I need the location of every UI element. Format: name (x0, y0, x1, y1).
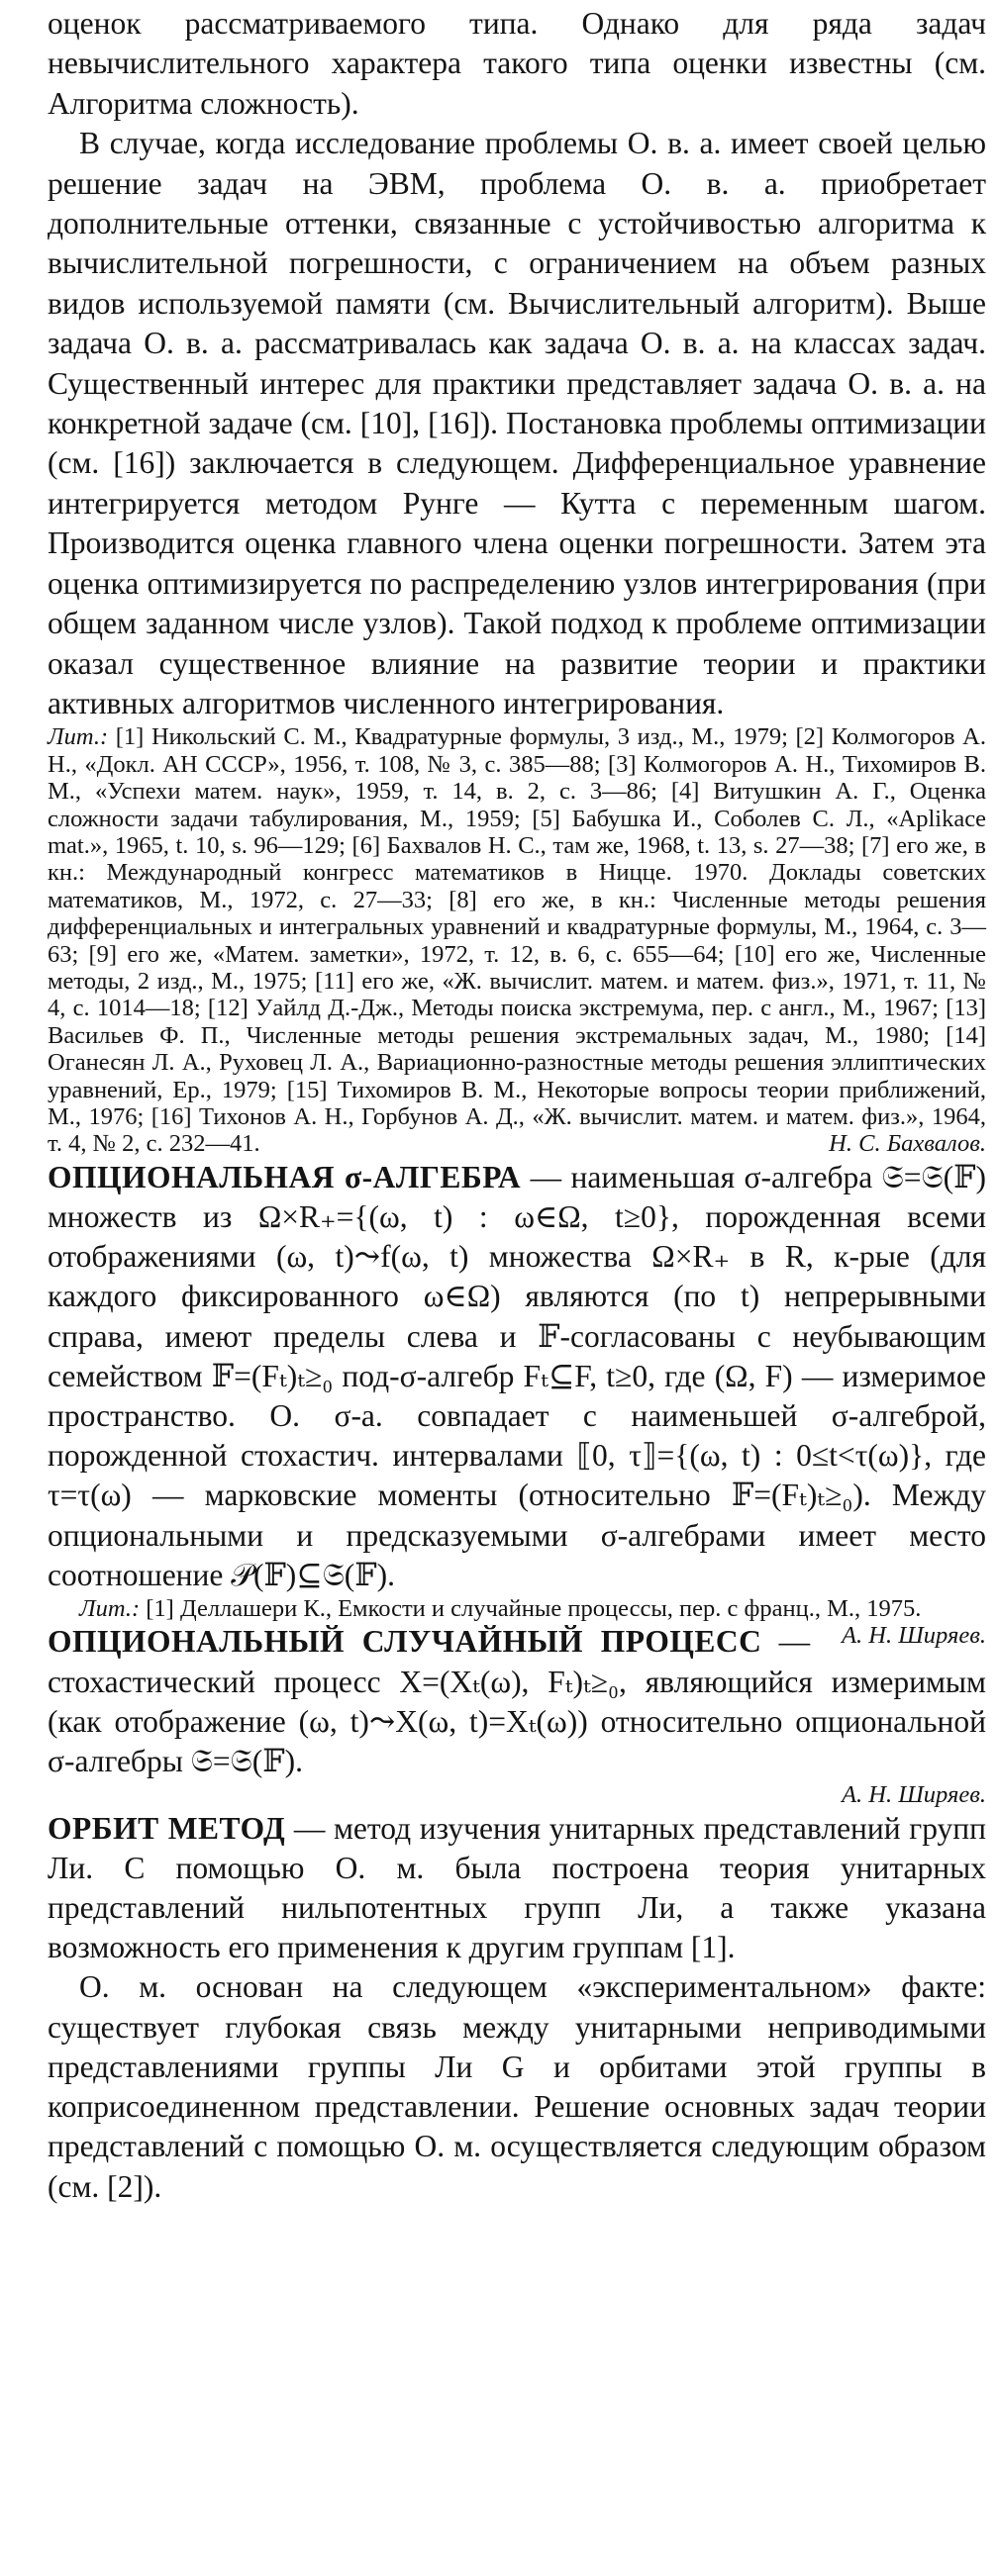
article-term: ОПЦИОНАЛЬНАЯ σ-АЛГЕБРА (48, 1159, 522, 1194)
author-line (48, 1781, 986, 1808)
article-text: — наименьшая σ-алгебра 𝔖=𝔖(𝔽) множеств из Ω×R₊={(ω, t) : ω∈Ω, t≥0}, порожденная всеми отображениями (ω, t)⤳f(ω, t) множества Ω×R₊ в R, к-рые (для каждого фиксированного ω∈Ω) являются (по t) непрерывными справа, имеют пределы слева и 𝔽-согласованы с неубывающим семейством 𝔽=(Fₜ)ₜ≥₀ под-σ-алгебр Fₜ⊆F, t≥0, где (Ω, F) — измеримое пространство. О. σ-а. совпадает с наименьшей σ-алгеброй, порожденной стохастич. интервалами ⟦0, τ⟧={(ω, t) : 0≤t<τ(ω)}, где τ=τ(ω) — марковские моменты (относительно 𝔽=(Fₜ)ₜ≥₀). Между опциональными и предсказуемыми σ-алгебрами имеет место соотношение 𝒫(𝔽)⊆𝔖(𝔽). (48, 1159, 986, 1592)
author-signature: А. Н. Ширяев. (842, 1781, 986, 1809)
references-1 (48, 723, 986, 1158)
references-text: [1] Деллашери К., Емкости и случайные процессы, пер. с франц., М., 1975. (140, 1595, 922, 1623)
article-term: ОПЦИОНАЛЬНЫЙ СЛУЧАЙНЫЙ ПРОЦЕСС (48, 1624, 762, 1660)
article-orbit-method-paragraph-2: О. м. основан на следующем «экспериментальном» факте: существует глубокая связь между унитарными неприводимыми представлениями группы Ли G и орбитами этой группы в коприсоединенном представлении. Решение основных задач теории представлений с помощью О. м. осуществляется следующим образом (см. [2]). (48, 1969, 986, 2204)
article-term: ОРБИТ МЕТОД (48, 1810, 286, 1846)
references-label: Лит.: (79, 1595, 141, 1623)
article-text: — метод изучения унитарных представлений групп Ли. С помощью О. м. была построена теория унитарных представлений нильпотентных групп Ли, а также указана возможность его применения к другим группам [1]. (48, 1810, 986, 1965)
article-optional-sigma-algebra (48, 1158, 986, 1595)
article-text: — стохастический процесс X=(Xₜ(ω), Fₜ)ₜ≥₀, являющийся измеримым (как отображение (ω, t)⤳X(ω, t)=Xₜ(ω)) относительно опциональной σ-алгебры 𝔖=𝔖(𝔽). (48, 1624, 986, 1779)
article-orbit-method (48, 1809, 986, 1968)
author-signature: А. Н. Ширяев. (842, 1622, 986, 1650)
paragraph-evm: В случае, когда исследование проблемы О. в. а. имеет своей целью решение задач на ЭВМ, проблема О. в. а. приобретает дополнительные оттенки, связанные с устойчивостью алгоритма к вычислительной погрешности, с ограничением на объем разных видов используемой памяти (см. Вычислительный алгоритм). Выше задача О. в. а. рассматривалась как задача О. в. а. на классах задач. Существенный интерес для практики представляет задача О. в. а. на конкретной задаче (см. [10], [16]). Постановка проблемы оптимизации (см. [16]) заключается в следующем. Дифференциальное уравнение интегрируется методом Рунге — Кутта с переменным шагом. Производится оценка главного члена оценки погрешности. Затем эта оценка оптимизируется по распределению узлов интегрирования (при общем заданном числе узлов). Такой подход к проблеме оптимизации оказал существенное влияние на развитие теории и практики активных алгоритмов численного интегрирования. (48, 126, 986, 720)
references-text: [1] Никольский С. М., Квадратурные формулы, 3 изд., М., 1979; [2] Колмогоров А. Н., «Докл. АН СССР», 1956, т. 108, № 3, с. 385—88; [3] Колмогоров А. Н., Тихомиров В. М., «Успехи матем. наук», 1959, т. 14, в. 2, с. 3—86; [4] Витушкин А. Г., Оценка сложности задачи табулирования, М., 1959; [5] Бабушка И., Соболев С. Л., «Aplikace mat.», 1965, t. 10, s. 96—129; [6] Бахвалов Н. С., там же, 1968, t. 13, s. 27—38; [7] его же, в кн.: Международный конгресс математиков в Ницце. 1970. Доклады советских математиков, М., 1972, с. 27—33; [8] его же, в кн.: Численные методы решения дифференциальных и интегральных уравнений и квадратурные формулы, М., 1964, с. 3—63; [9] его же, «Матем. заметки», 1972, т. 12, в. 6, с. 655—64; [10] его же, Численные методы, 2 изд., М., 1975; [11] его же, «Ж. вычислит. матем. и матем. физ.», 1971, т. 11, № 4, с. 1014—18; [12] Уайлд Д.-Дж., Методы поиска экстремума, пер. с англ., М., 1967; [13] Васильев Ф. П., Численные методы решения экстремальных задач, М., 1980; [14] Оганесян Л. А., Руховец Л. А., Вариационно-разностные методы решения эллиптических уравнений, Ер., 1979; [15] Тихомиров В. М., Некоторые вопросы теории приближений, М., 1976; [16] Тихонов А. Н., Горбунов А. Д., «Ж. вычислит. матем. и матем. физ.», 1964, т. 4, № 2, с. 232—41. (48, 723, 986, 1158)
paragraph-continuation: оценок рассматриваемого типа. Однако для ряда задач невычислительного характера такого типа оценки известны (см. Алгоритма сложность). (48, 6, 986, 121)
author-signature: Н. С. Бахвалов. (829, 1130, 986, 1158)
references-label: Лит.: (48, 723, 109, 751)
